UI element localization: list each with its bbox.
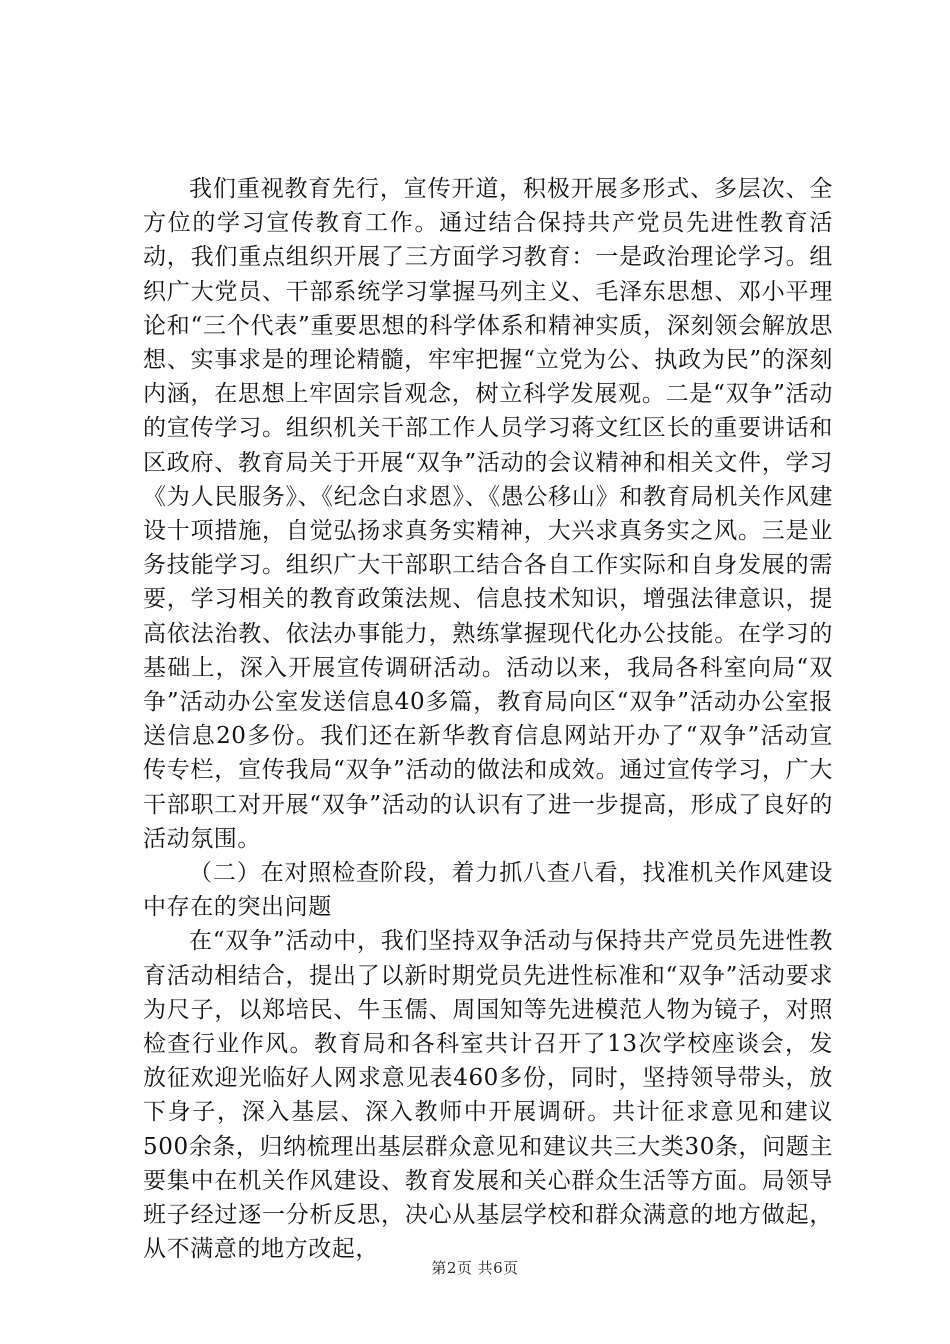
paragraph-study-education: 我们重视教育先行，宣传开道，积极开展多形式、多层次、全方位的学习宣传教育工作。通过结合保持共产党员先进性教育活动，我们重点组织开展了三方面学习教育：一是政治理论学习。组织广大党员、干部系统学习掌握马列主义、毛泽东思想、邓小平理论和“三个代表”重要思想的科学体系和精神实质，深刻领会解放思想、实事求是的理论精髓，牢牢把握“立党为公、执政为民”的深刻内涵，在思想上牢固宗旨观念，树立科学发展观。二是“双争”活动的宣传学习。组织机关干部工作人员学习蒋文红区长的重要讲话和区政府、教育局关于开展“双争”活动的会议精神和相关文件，学习《为人民服务》、《纪念白求恩》、《愚公移山》和教育局机关作风建设十项措施，自觉弘扬求真务实精神，大兴求真务实之风。三是业务技能学习。组织广大干部职工结合各自工作实际和自身发展的需要，学习相关的教育政策法规、信息技术知识，增强法律意识，提高依法治教、依法办事能力，熟练掌握现代化办公技能。在学习的基础上，深入开展宣传调研活动。活动以来，我局各科室向局“双争”活动办公室发送信息40多篇，教育局向区“双争”活动办公室报送信息20多份。我们还在新华教育信息网站开办了“双争”活动宣传专栏，宣传我局“双争”活动的做法和成效。通过宣传学习，广大干部职工对开展“双争”活动的认识有了进一步提高，形成了良好的活动氛围。 (143, 176, 833, 852)
section-heading-check-stage: （二）在对照检查阶段，着力抓八查八看，找准机关作风建设中存在的突出问题 (143, 860, 833, 921)
page-number-footer: 第2页 共6页 (431, 1259, 519, 1277)
paragraph-double-competition: 在“双争”活动中，我们坚持双争活动与保持共产党员先进性教育活动相结合，提出了以新时期党员先进性标准和“双争”活动要求为尺子，以郑培民、牛玉儒、周国知等先进模范人物为镜子，对照检查行业作风。教育局和各科室共计召开了13次学校座谈会，发放征欢迎光临好人网求意见表460多份，同时，坚持领导带头，放下身子，深入基层、深入教师中开展调研。共计征求意见和建议500余条，归纳梳理出基层群众意见和建议共三大类30条，问题主要集中在机关作风建设、教育发展和关心群众生活等方面。局领导班子经过逐一分析反思，决心从基层学校和群众满意的地方做起，从不满意的地方改起， (143, 928, 833, 1263)
document-body (143, 172, 833, 1267)
